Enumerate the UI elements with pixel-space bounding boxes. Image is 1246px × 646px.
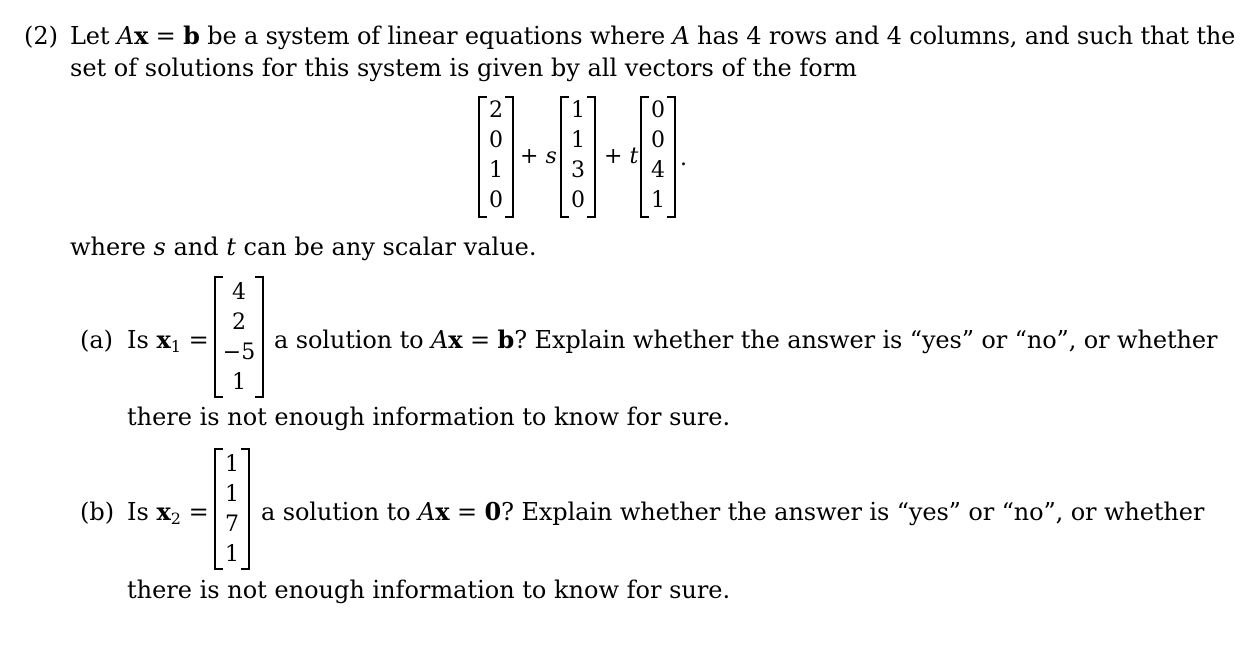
s-direction-vector: 1 1 3 0 bbox=[560, 96, 596, 218]
particular-solution-vector: 2 0 1 0 bbox=[478, 96, 514, 218]
part-a-question-line-2: there is not enough information to know for sure. bbox=[127, 403, 731, 431]
problem-number: (2) bbox=[24, 22, 58, 50]
t-direction-vector: 0 0 4 1 bbox=[640, 96, 676, 218]
part-a-question: a solution to Ax = b? Explain whether the answer is “yes” or “no”, or whether bbox=[274, 325, 1218, 354]
plus-s-term: + s bbox=[520, 144, 557, 169]
part-b-vector: 1 1 7 1 bbox=[214, 448, 250, 570]
part-b-label: (b) bbox=[80, 498, 115, 526]
problem-intro-line-2: set of solutions for this system is given by all vectors of the form bbox=[70, 54, 857, 82]
scalar-condition: where s and t can be any scalar value. bbox=[70, 233, 537, 261]
plus-t-term: + t bbox=[604, 144, 639, 169]
part-b-question-line-2: there is not enough information to know for sure. bbox=[127, 576, 731, 604]
part-b-question: a solution to Ax = 0? Explain whether the answer is “yes” or “no”, or whether bbox=[261, 497, 1205, 526]
part-a-vector-name: Is $x_1$ = bbox=[127, 325, 209, 356]
problem-intro-line: Let Ax = b be a system of linear equations where A has 4 rows and 4 columns, and such that the bbox=[70, 21, 1236, 50]
part-b-vector-name: Is $x_2$ = bbox=[127, 497, 209, 528]
part-a-label: (a) bbox=[80, 326, 114, 354]
part-a-vector: 4 2 −5 1 bbox=[214, 276, 264, 398]
solution-form-period: . bbox=[680, 146, 687, 171]
